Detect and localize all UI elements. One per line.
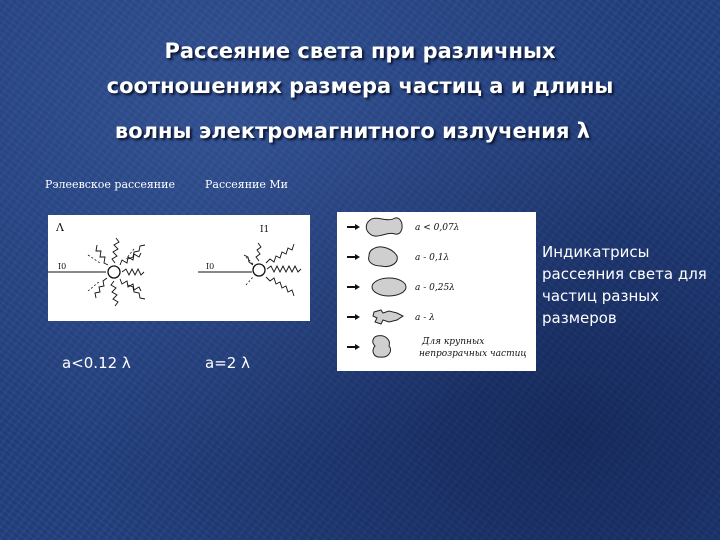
wave-r-7 bbox=[128, 245, 145, 259]
particle-rayleigh bbox=[108, 266, 120, 278]
scattering-diagram bbox=[48, 215, 310, 321]
wave-r-4 bbox=[120, 279, 141, 291]
slide-title bbox=[40, 34, 680, 149]
wave-r-1 bbox=[120, 253, 141, 265]
wave-m-0 bbox=[267, 266, 301, 272]
indicatrix-row-3 bbox=[347, 278, 455, 296]
indicatrix-label-5a: Для крупных bbox=[422, 337, 485, 347]
wave-r-2 bbox=[112, 238, 119, 263]
label-i-mie: I1 bbox=[260, 225, 270, 235]
indicatrix-row-4 bbox=[347, 310, 435, 324]
indicatrix-shape-5 bbox=[373, 336, 391, 357]
indicatrix-shape-3 bbox=[372, 278, 406, 296]
indicatrix-row-2 bbox=[347, 247, 449, 267]
condition-mie: a=2 λ bbox=[205, 354, 250, 372]
label-i0-mie: I0 bbox=[206, 262, 215, 271]
indicatrix-panel bbox=[337, 212, 536, 371]
title-line-1: Рассеяние света при различных bbox=[164, 39, 556, 63]
wave-m-1 bbox=[266, 244, 294, 263]
indicatrix-label-3: a - 0,25λ bbox=[415, 283, 455, 293]
indicatrix-svg bbox=[337, 212, 536, 371]
wave-m-2 bbox=[266, 277, 294, 296]
wave-r-0 bbox=[122, 269, 144, 275]
wave-r-6 bbox=[95, 278, 107, 298]
caption-rayleigh: Рэлеевское рассеяние bbox=[45, 178, 175, 191]
indicatrix-row-5 bbox=[347, 336, 527, 359]
indicatrix-label-1: a < 0,07λ bbox=[415, 223, 460, 233]
title-line-3: волны электромагнитного излучения λ bbox=[114, 119, 591, 143]
label-lambda: Λ bbox=[56, 221, 64, 234]
indicatrix-label-2: a - 0,1λ bbox=[415, 253, 450, 263]
indicatrix-row-1 bbox=[347, 218, 459, 236]
wave-r-5 bbox=[111, 281, 118, 306]
indicatrix-label-5b: непрозрачных частиц bbox=[419, 349, 527, 359]
indicatrix-shape-1 bbox=[366, 218, 402, 236]
caption-mie: Рассеяние Ми bbox=[205, 178, 288, 191]
mie-dashes bbox=[246, 257, 253, 285]
indicatrix-description: Индикатрисы рассеяния света для частиц разных размеров bbox=[542, 243, 707, 327]
indicatrix-shape-2 bbox=[369, 247, 398, 267]
wave-r-8 bbox=[128, 285, 145, 299]
indicatrix-label-4: a - λ bbox=[415, 313, 435, 323]
wave-m-4 bbox=[244, 255, 253, 265]
condition-rayleigh: a<0.12 λ bbox=[62, 354, 131, 372]
wave-m-3 bbox=[256, 243, 261, 261]
scattering-diagram-svg bbox=[48, 215, 310, 321]
indicatrix-shape-4 bbox=[373, 310, 403, 324]
label-i0-rayleigh: I0 bbox=[58, 262, 67, 271]
particle-mie bbox=[253, 264, 265, 276]
title-line-2: соотношениях размера частиц a и длины bbox=[106, 74, 614, 98]
